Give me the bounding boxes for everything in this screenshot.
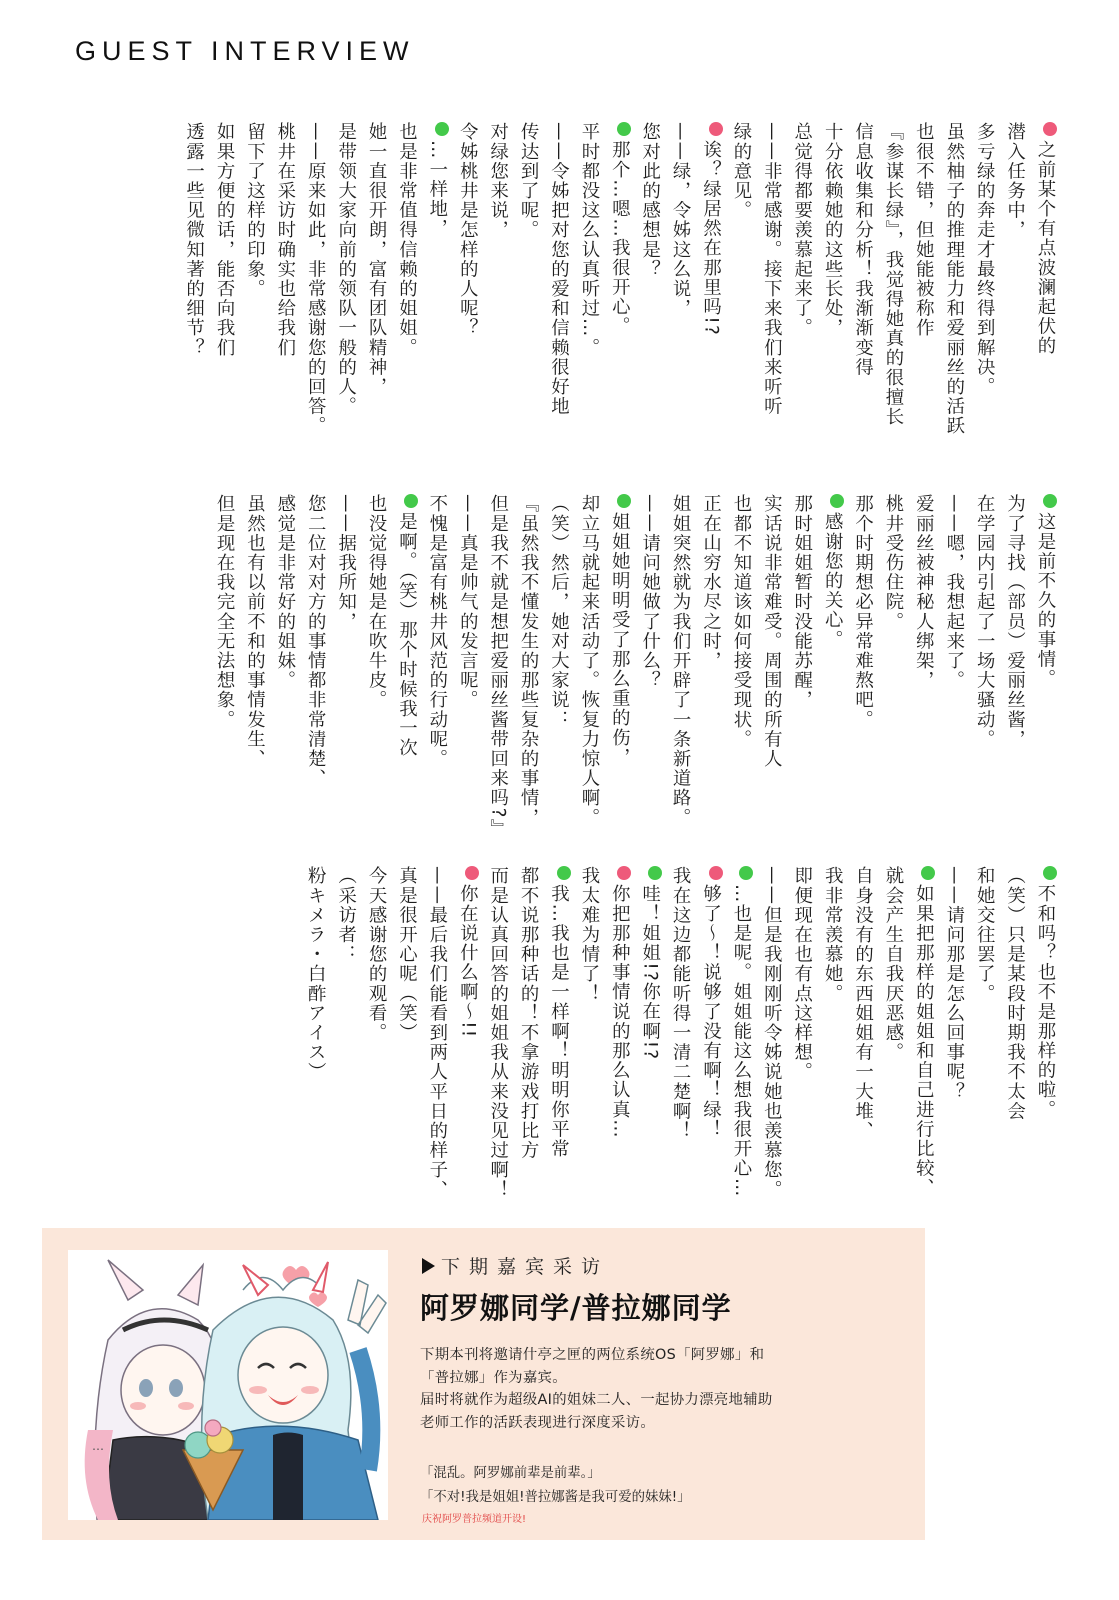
interview-line-text: 桃井受伤住院。 [882,494,904,632]
interview-line-text: 『参谋长绿』，我觉得她真的很擅长 [882,122,904,427]
interview-line [239,494,269,846]
interview-line [878,494,908,846]
interview-line-text: ——真是帅气的发言呢。 [457,494,479,710]
interview-line-text: 真是很开心呢（笑） [396,866,418,1043]
interview-text-middle [209,494,1060,846]
interview-line [786,866,816,1206]
interview-line-text: 姐姐突然就为我们开辟了一条新道路。 [670,494,692,828]
interview-line-text: （笑）然后，她对大家说： [548,494,570,730]
speaker-momoi-dot-icon [709,866,723,880]
interview-line-text: 多亏绿的奔走才最终得到解决。 [974,122,996,397]
interview-line [178,122,208,472]
interview-line [908,494,938,846]
interview-line [543,122,573,472]
interview-line [574,494,604,846]
interview-line [421,494,451,846]
interview-line-text: ——据我所知， [335,494,357,632]
speaker-midori-dot-icon [617,122,631,136]
speaker-midori-dot-icon [1043,866,1057,880]
speaker-momoi-dot-icon [617,866,631,880]
interview-line-text: 为了寻找（部员）爱丽丝酱， [1004,494,1026,749]
interview-line [756,866,786,1206]
interview-line-text: 也是非常值得信赖的姐姐。 [396,122,418,358]
interview-line [665,866,695,1206]
interview-line-text: 虽然柚子的推理能力和爱丽丝的活跃 [943,122,965,436]
interview-line [543,866,573,1206]
interview-line-text: ——原来如此，非常感谢您的回答。 [305,122,327,436]
interview-line [300,122,330,472]
interview-line [330,122,360,472]
interview-line [482,494,512,846]
interview-line [330,494,360,846]
interview-text-bottom [300,866,1060,1206]
interview-line-text: 你把那种事情说的那么认真… [609,884,631,1139]
interview-line [908,866,938,1206]
interview-line-text: 却立马就起来活动了。恢复力惊人啊。 [578,494,600,828]
speaker-momoi-dot-icon [709,122,723,136]
interview-line [604,494,634,846]
interview-line [999,122,1029,472]
interview-line-text: 平时都没这么认真听过…。 [578,122,600,358]
interview-line [938,494,968,846]
next-guest-description [420,1344,773,1434]
interview-line [847,122,877,472]
interview-line-text: 传达到了呢。 [518,122,540,240]
interview-line [391,122,421,472]
interview-line-text: 也都不知道该如何接受现状。 [730,494,752,749]
interview-line-text: 在学园内引起了一场大骚动。 [974,494,996,749]
interview-line [269,494,299,846]
interview-line-text: …也是呢。姐姐能这么想我很开心… [730,884,752,1198]
interview-line-text: 她一直很开朗，富有团队精神， [366,122,388,397]
interview-line-text: 透露一些见微知著的细节？ [183,122,205,358]
desc-line: 下期本刊将邀请什亭之匣的两位系统OS「阿罗娜」和 [420,1347,765,1363]
interview-line [634,494,664,846]
speaker-midori-dot-icon [739,866,753,880]
interview-line-text: 如果把那样的姐姐和自己进行比较、 [913,884,935,1198]
interview-line-text: 不愧是富有桃井风范的行动呢。 [426,494,448,769]
interview-line-text: 不和吗？也不是那样的啦。 [1035,884,1056,1120]
quote-1: 「混乱。阿罗娜前辈是前辈。」 [420,1466,601,1481]
interview-tier-middle [60,494,1060,846]
interview-line [847,866,877,1206]
interview-line-text: 您二位对对方的事情都非常清楚、 [305,494,327,788]
interview-line [786,122,816,472]
interview-line-text: 我…我也是一样啊！明明你平常 [548,884,570,1159]
interview-line-text: 潜入任务中， [1004,122,1026,240]
interview-line-text: 是带领大家向前的领队一般的人。 [335,122,357,416]
interview-line [817,494,847,846]
interview-line-text: 姐姐她明明受了那么重的伤， [609,512,631,767]
interview-line [817,866,847,1206]
interview-line-text: 也没觉得她是在吹牛皮。 [366,494,388,710]
interview-line [756,494,786,846]
interview-line-text: 桃井在采访时确实也给我们 [274,122,296,358]
interview-line [878,122,908,472]
interview-line-text: 那时姐姐暂时没能苏醒， [791,494,813,710]
speaker-momoi-dot-icon [465,866,479,880]
interview-line-text: 自身没有的东西姐姐有一大堆、 [852,866,874,1141]
interview-line [665,122,695,472]
interview-line-text: 对绿您来说， [487,122,509,240]
interview-line [726,866,756,1206]
interview-line-text: 粉キメラ・白酢アイス） [305,866,327,1082]
interview-line-text: 都不说那种话的！不拿游戏打比方 [518,866,540,1160]
interview-line-text: 和她交往罢了。 [974,866,996,1004]
svg-text:…: … [92,1439,104,1453]
interview-line [239,122,269,472]
interview-line-text: 总觉得都要羡慕起来了。 [791,122,813,338]
interview-line [421,866,451,1206]
next-guest-box [42,1228,925,1540]
speaker-midori-dot-icon [557,866,571,880]
interview-text-top [178,122,1060,472]
speaker-midori-dot-icon [404,494,418,508]
interview-line-text: ——嗯，我想起来了。 [943,494,965,690]
interview-line [604,866,634,1206]
next-guest-title: 阿罗娜同学/普拉娜同学 [420,1291,732,1325]
interview-line-text: 绿的意见。 [730,122,752,220]
interview-line [695,494,725,846]
interview-line-text: ——绿，令姊这么说， [670,122,692,318]
guest-illustration-drawing [68,1250,388,1520]
interview-line-text: 但是现在我完全无法想象。 [214,494,236,730]
interview-line-text: 您对此的感想是？ [639,122,661,279]
interview-line-text: ——令姊把对您的爱和信赖很好地 [548,122,570,416]
interview-line-text: …一样地， [426,140,448,238]
interview-line-text: 也很不错，但她能被称作 [913,122,935,338]
speaker-midori-dot-icon [830,494,844,508]
interview-line [634,122,664,472]
interview-line-text: 正在山穷水尽之时， [700,494,722,671]
interview-line-text: 实话说非常难受。周围的所有人 [761,494,783,769]
interview-line [665,494,695,846]
interview-line [543,494,573,846]
interview-line [726,122,756,472]
speaker-midori-dot-icon [435,122,449,136]
next-guest-label-text: 下期嘉宾采访 [441,1256,610,1278]
next-guest-label [422,1252,609,1279]
interview-line-text: 那个…嗯…我很开心。 [609,140,631,336]
interview-line [817,122,847,472]
interview-line [209,494,239,846]
interview-line-text: （笑）只是某段时期我不太会 [1004,866,1026,1121]
interview-line [695,866,725,1206]
interview-line-text: 『虽然我不懂发生的那些复杂的事情， [518,494,540,828]
interview-line [452,122,482,472]
interview-line [969,494,999,846]
interview-line-text: 十分依赖她的这些长处， [822,122,844,338]
interview-line [513,866,543,1206]
interview-tier-bottom [60,866,1060,1206]
interview-line-text: 就会产生自我厌恶感。 [882,866,904,1062]
interview-line-text: ——请问那是怎么回事呢？ [943,866,965,1102]
interview-line-text: 留下了这样的印象。 [244,122,266,299]
interview-line [604,122,634,472]
interview-line-text: 令姊桃井是怎样的人呢？ [457,122,479,338]
section-header: GUEST INTERVIEW [75,36,415,66]
interview-line-text: ——请问她做了什么？ [639,494,661,690]
interview-line-text: 但是我不就是想把爱丽丝酱带回来吗?』 [487,494,509,839]
interview-line-text: 我太难为情了！ [578,866,600,1004]
triangle-icon [422,1258,435,1274]
quote-2: 「不对!我是姐姐!普拉娜酱是我可爱的妹妹!」 [420,1490,691,1505]
interview-line [756,122,786,472]
interview-line [878,866,908,1206]
interview-line-text: 够了～！说够了没有啊！绿！ [700,884,722,1139]
interview-line-text: 这是前不久的事情。 [1035,512,1056,689]
interview-line [421,122,451,472]
interview-line [1030,866,1060,1206]
interview-line [391,866,421,1206]
interview-line-text: 之前某个有点波澜起伏的 [1035,140,1056,356]
interview-line [695,122,725,472]
interview-line [361,866,391,1206]
interview-line [513,494,543,846]
desc-line: 老师工作的活跃表现进行深度采访。 [420,1414,656,1431]
desc-line: 届时将就作为超级AI的姐妹二人、一起协力漂亮地辅助 [420,1392,773,1408]
interview-line [452,866,482,1206]
interview-line [300,494,330,846]
interview-line-text: 那个时期想必异常难熬吧。 [852,494,874,730]
interview-line-text: 而是认真回答的姐姐我从来没见过啊！ [487,866,509,1200]
interview-line [634,866,664,1206]
speaker-midori-dot-icon [921,866,935,880]
interview-line [969,866,999,1206]
interview-line [1030,494,1060,846]
interview-line [209,122,239,472]
interview-line [269,122,299,472]
speaker-midori-dot-icon [1043,494,1057,508]
interview-line [452,494,482,846]
interview-line [574,122,604,472]
interview-line [361,122,391,472]
interview-line-text: 是啊。（笑）那个时候我一次 [396,512,418,758]
interview-line-text: 如果方便的话，能否向我们 [214,122,236,358]
interview-line-text: 爱丽丝被神秘人绑架， [913,494,935,690]
interview-line [938,122,968,472]
interview-line [300,866,330,1206]
interview-line-text: 你在说什么啊～!! [457,884,479,1039]
speaker-momoi-dot-icon [1043,122,1057,136]
interview-line [330,866,360,1206]
interview-line-text: ——非常感谢。接下来我们来听听 [761,122,783,416]
interview-line-text: ——最后我们能看到两人平日的样子、 [426,866,448,1200]
interview-line [999,866,1029,1206]
interview-line [482,122,512,472]
interview-line-text: 诶？绿居然在那里吗!? [700,140,722,336]
interview-line-text: 我非常羡慕她。 [822,866,844,1004]
interview-line-text: 虽然也有以前不和的事情发生、 [244,494,266,769]
interview-line [391,494,421,846]
interview-line [482,866,512,1206]
interview-tier-top [60,122,1060,472]
interview-line-text: 即便现在也有点这样想。 [791,866,813,1082]
interview-line [513,122,543,472]
interview-line-text: 今天感谢您的观看。 [366,866,388,1043]
guest-illustration [68,1250,388,1520]
interview-line-text: ——但是我刚刚听令姊说她也羡慕您。 [761,866,783,1200]
interview-line-text: 信息收集和分析！我渐渐变得 [852,122,874,377]
interview-line [938,866,968,1206]
celebration-note: 庆祝阿罗普拉频道开设! [422,1514,527,1525]
interview-line-text: 哇！姐姐!?你在啊!? [639,884,661,1061]
interview-line [726,494,756,846]
interview-line [969,122,999,472]
interview-line [847,494,877,846]
interview-line [999,494,1029,846]
interview-line [574,866,604,1206]
speaker-midori-dot-icon [617,494,631,508]
interview-line-text: 感谢您的关心。 [822,512,844,650]
interview-line-text: 感觉是非常好的姐妹。 [274,494,296,690]
interview-line-text: 我在这边都能听得一清二楚啊！ [670,866,692,1141]
speaker-midori-dot-icon [648,866,662,880]
desc-line: 「普拉娜」作为嘉宾。 [420,1369,567,1386]
interview-line [1030,122,1060,472]
interview-line [361,494,391,846]
interview-line [786,494,816,846]
interview-line-text: （采访者： [335,866,357,964]
interview-line [908,122,938,472]
